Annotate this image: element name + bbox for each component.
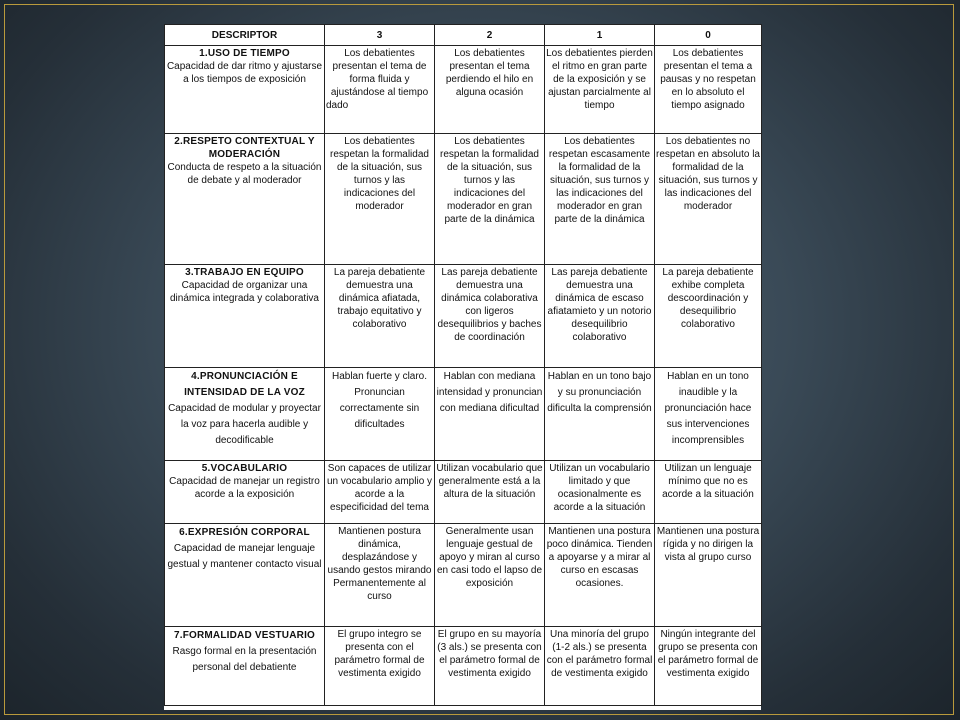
level-3-cell: Hablan fuerte y claro. Pronuncian correctamente sin dificultades bbox=[325, 368, 435, 461]
criterion-description: Capacidad de manejar un registro acorde a la exposición bbox=[169, 476, 320, 500]
level-3-cell: La pareja debatiente demuestra una dinámica afiatada, trabajo equitativo y colaborativo bbox=[325, 265, 435, 368]
criterion-cell bbox=[165, 461, 325, 524]
table-row bbox=[165, 134, 762, 265]
header-descriptor: DESCRIPTOR bbox=[165, 25, 325, 46]
criterion-cell bbox=[165, 368, 325, 461]
level-0-cell: Los debatientes no respetan en absoluto la formalidad de la situación, sus turnos y las indicaciones del moderador bbox=[655, 134, 762, 265]
header-row bbox=[165, 25, 762, 46]
criterion-title: 4.PRONUNCIACIÓN E INTENSIDAD DE LA VOZ bbox=[184, 371, 305, 398]
table-row bbox=[165, 46, 762, 134]
table-row bbox=[165, 368, 762, 461]
level-2-cell: Los debatientes respetan la formalidad de la situación, sus turnos y las indicaciones del moderador en gran parte de la dinámica bbox=[435, 134, 545, 265]
level-3-cell: Los debatientes respetan la formalidad de la situación, sus turnos y las indicaciones del moderador bbox=[325, 134, 435, 265]
criterion-cell bbox=[165, 627, 325, 706]
header-level-0: 0 bbox=[655, 25, 762, 46]
level-1-cell: Hablan en un tono bajo y su pronunciación dificulta la comprensión bbox=[545, 368, 655, 461]
level-2-cell: Hablan con mediana intensidad y pronuncian con mediana dificultad bbox=[435, 368, 545, 461]
rubric-table bbox=[164, 24, 762, 706]
header-level-2: 2 bbox=[435, 25, 545, 46]
criterion-description: Capacidad de modular y proyectar la voz para hacerla audible y decodificable bbox=[168, 403, 321, 446]
criterion-title: 5.VOCABULARIO bbox=[201, 463, 288, 474]
criterion-cell bbox=[165, 46, 325, 134]
level-0-cell: Los debatientes presentan el tema a pausas y no respetan en lo absoluto el tiempo asignado bbox=[655, 46, 762, 134]
level-1-cell: Los debatientes pierden el ritmo en gran parte de la exposición y se ajustan parcialmente al tiempo bbox=[545, 46, 655, 134]
criterion-description: Capacidad de dar ritmo y ajustarse a los tiempos de exposición bbox=[166, 61, 323, 85]
level-2-cell: Los debatientes presentan el tema perdiendo el hilo en alguna ocasión bbox=[435, 46, 545, 134]
criterion-title: 2.RESPETO CONTEXTUAL Y MODERACIÓN bbox=[174, 136, 315, 160]
level-3-cell: El grupo integro se presenta con el parámetro formal de vestimenta exigido bbox=[325, 627, 435, 706]
criterion-title: 3.TRABAJO EN EQUIPO bbox=[185, 267, 304, 278]
rubric-sheet bbox=[164, 24, 761, 710]
level-0-cell: Mantienen una postura rígida y no dirigen la vista al grupo curso bbox=[655, 524, 762, 627]
level-2-cell: Las pareja debatiente demuestra una dinámica colaborativa con ligeros desequilibrios y baches de coordinación bbox=[435, 265, 545, 368]
header-level-3: 3 bbox=[325, 25, 435, 46]
level-0-cell: Hablan en un tono inaudible y la pronunciación hace sus intervenciones incomprensibles bbox=[655, 368, 762, 461]
level-3-cell: Son capaces de utilizar un vocabulario amplio y acorde a la especificidad del tema bbox=[325, 461, 435, 524]
level-1-cell: Los debatientes respetan escasamente la formalidad de la situación, sus turnos y las indicaciones del moderador en gran parte de la dinámica bbox=[545, 134, 655, 265]
level-1-cell: Una minoría del grupo (1-2 als.) se presenta con el parámetro formal de vestimenta exigido bbox=[545, 627, 655, 706]
level-2-cell: Generalmente usan lenguaje gestual de apoyo y miran al curso en casi todo el lapso de exposición bbox=[435, 524, 545, 627]
level-3-cell: Mantienen postura dinámica, desplazándose y usando gestos mirando Permanentemente al curso bbox=[325, 524, 435, 627]
criterion-cell bbox=[165, 134, 325, 265]
criterion-description: Capacidad de organizar una dinámica integrada y colaborativa bbox=[170, 280, 319, 304]
criterion-description: Conducta de respeto a la situación de debate y al moderador bbox=[167, 162, 322, 186]
table-row bbox=[165, 461, 762, 524]
table-row bbox=[165, 265, 762, 368]
criterion-cell bbox=[165, 524, 325, 627]
level-0-cell: La pareja debatiente exhibe completa descoordinación y desequilibrio colaborativo bbox=[655, 265, 762, 368]
table-row bbox=[165, 524, 762, 627]
criterion-description: Capacidad de manejar lenguaje gestual y mantener contacto visual bbox=[167, 543, 322, 570]
level-0-cell: Utilizan un lenguaje mínimo que no es acorde a la situación bbox=[655, 461, 762, 524]
level-2-cell: Utilizan vocabulario que generalmente está a la altura de la situación bbox=[435, 461, 545, 524]
level-1-cell: Las pareja debatiente demuestra una dinámica de escaso afiatamieto y un notorio desequilibrio colaborativo bbox=[545, 265, 655, 368]
criterion-description: Rasgo formal en la presentación personal del debatiente bbox=[172, 646, 317, 673]
table-row bbox=[165, 627, 762, 706]
criterion-cell bbox=[165, 265, 325, 368]
level-1-cell: Utilizan un vocabulario limitado y que ocasionalmente es acorde a la situación bbox=[545, 461, 655, 524]
criterion-title: 7.FORMALIDAD VESTUARIO bbox=[173, 630, 316, 641]
criterion-title: 1.USO DE TIEMPO bbox=[199, 48, 290, 59]
level-0-cell: Ningún integrante del grupo se presenta con el parámetro formal de vestimenta exigido bbox=[655, 627, 762, 706]
level-2-cell: El grupo en su mayoría (3 als.) se presenta con el parámetro formal de vestimenta exigido bbox=[435, 627, 545, 706]
header-level-1: 1 bbox=[545, 25, 655, 46]
criterion-title: 6.EXPRESIÓN CORPORAL bbox=[179, 527, 310, 538]
level-3-cell: Los debatientes presentan el tema de forma fluida y ajustándose al tiempo dado bbox=[325, 46, 435, 134]
level-1-cell: Mantienen una postura poco dinámica. Tienden a apoyarse y a mirar al curso en escasas ocasiones. bbox=[545, 524, 655, 627]
